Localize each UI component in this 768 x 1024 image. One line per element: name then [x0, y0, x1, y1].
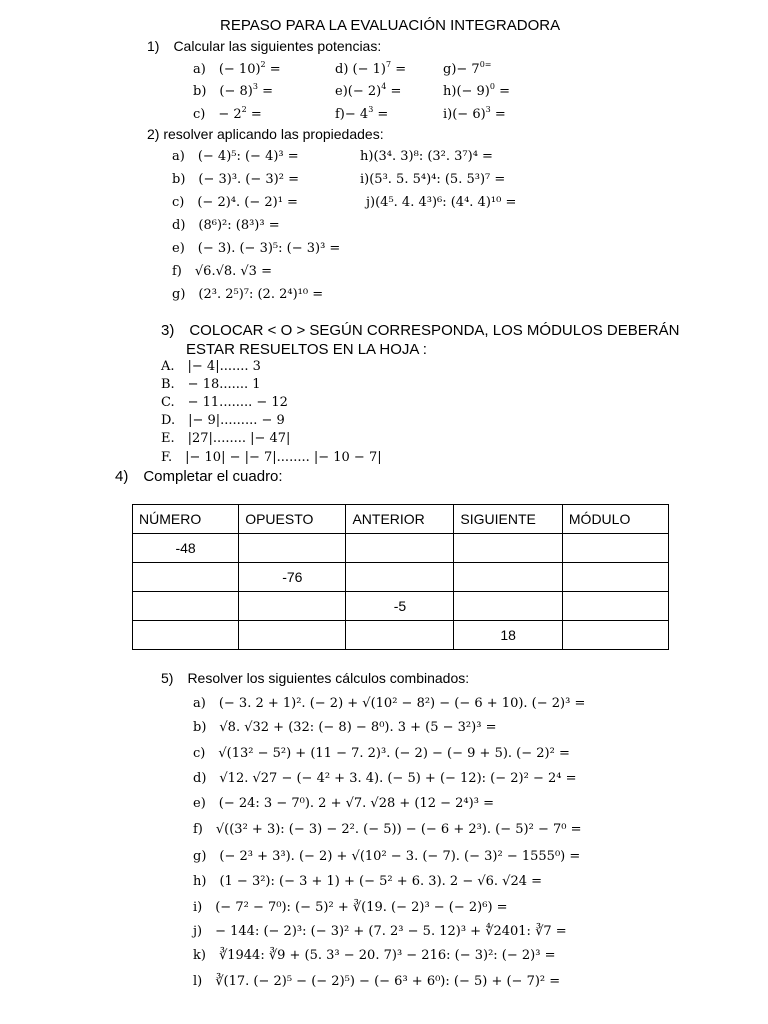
- s5-item-f: f) √((3² + 3): (− 3) − 2². (− 5)) − (− 6 + 2³). (− 5)² − 7⁰ =: [193, 822, 582, 837]
- s1-item-c: c) − $2^2$ =: [193, 105, 262, 122]
- section-3-heading-line2: ESTAR RESUELTOS EN LA HOJA :: [186, 341, 427, 358]
- table-cell: [562, 534, 668, 563]
- table-cell: -76: [239, 563, 346, 592]
- s2-item-e: e) (− 3). (− 3)⁵: (− 3)³ =: [172, 241, 341, 256]
- table-cell: [133, 563, 239, 592]
- s1-item-b: b) (− 8)$^3$ =: [193, 82, 273, 99]
- s2-item-g: g) (2³. 2⁵)⁷: (2. 2⁴)¹⁰ =: [172, 287, 324, 302]
- s5-item-g: g) (− 2³ + 3³). (− 2) + √(10² − 3. (− 7). (− 3)² − 1555⁰) =: [193, 849, 581, 864]
- table-row: [133, 534, 669, 563]
- s5-item-l: l) ∛(17. (− 2)⁵ − (− 2)⁵) − (− 6³ + 6⁰): (− 5) + (− 7)² =: [193, 974, 561, 989]
- table-cell: 18: [454, 621, 563, 650]
- table-cell: -5: [346, 592, 454, 621]
- s2-item-a: a) (− 4)⁵: (− 4)³ =: [172, 149, 299, 164]
- s1-item-e: $e)(- 2)^4$ =: [335, 82, 402, 99]
- s2-item-b: b) (− 3)³. (− 3)² =: [172, 172, 299, 187]
- table-cell: [454, 563, 563, 592]
- s2-item-j: j)(4⁵. 4. 4³)⁶: (4⁴. 4)¹⁰ =: [366, 195, 517, 210]
- s5-item-j: j) − 144: (− 2)³: (− 3)² + (7. 2³ − 5. 12)³ + ∜2401: ∛7 =: [193, 924, 567, 939]
- table-row: [133, 621, 669, 650]
- s5-item-e: e) (− 24: 3 − 7⁰). 2 + √7. √28 + (12 − 2⁴)³ =: [193, 796, 494, 811]
- table-cell: [346, 534, 454, 563]
- s3-item-b: B. − 18....... 1: [161, 377, 261, 392]
- s5-item-c: c) √(13² − 5²) + (11 − 7. 2)³. (− 2) − (− 9 + 5). (− 2)² =: [193, 746, 570, 761]
- s2-item-h: h)(3⁴. 3)⁸: (3². 3⁷)⁴ =: [360, 149, 493, 164]
- s3-item-a: A. |− 4|....... 3: [161, 359, 261, 374]
- header-numero: NÚMERO: [133, 505, 239, 534]
- section-4-heading: 4) Completar el cuadro:: [115, 468, 283, 485]
- completion-table: [132, 504, 669, 650]
- s1-item-f: $f)- 4^3$ =: [335, 105, 389, 122]
- table-cell: -48: [133, 534, 239, 563]
- section-3-heading: 3) COLOCAR < O > SEGÚN CORRESPONDA, LOS MÓDULOS DEBERÁN: [161, 322, 680, 339]
- s1-item-i: $i)(- 6)^3$ =: [443, 105, 506, 122]
- header-anterior: ANTERIOR: [346, 505, 454, 534]
- s2-item-d: d) (8⁶)²: (8³)³ =: [172, 218, 280, 233]
- section-1-heading: 1) Calcular las siguientes potencias:: [147, 38, 382, 54]
- s5-item-i: i) (− 7² − 7⁰): (− 5)² + ∛(19. (− 2)³ − (− 2)⁶) =: [193, 900, 508, 915]
- table-header-row: [133, 505, 669, 534]
- s5-item-k: k) ∛1944: ∛9 + (5. 3³ − 20. 7)³ − 216: (− 3)²: (− 2)³ =: [193, 948, 556, 963]
- table-row: [133, 592, 669, 621]
- table-cell: [562, 592, 668, 621]
- s5-item-b: b) √8. √32 + (32: (− 8) − 8⁰). 3 + (5 − 3²)³ =: [193, 720, 497, 735]
- page-title: REPASO PARA LA EVALUACIÓN INTEGRADORA: [220, 17, 561, 34]
- s1-item-d: d) (− 1)$^7$ =: [335, 60, 407, 77]
- table-cell: [239, 592, 346, 621]
- table-row: [133, 563, 669, 592]
- s3-item-d: D. |− 9|......... − 9: [161, 413, 285, 428]
- s2-item-c: c) (− 2)⁴. (− 2)¹ =: [172, 195, 298, 210]
- s5-item-d: d) √12. √27 − (− 4² + 3. 4). (− 5) + (− 12): (− 2)² − 2⁴ =: [193, 771, 577, 786]
- s1-item-g: $g)- 7^{0=}$: [443, 60, 492, 77]
- s1-item-h: $h)(- 9)^0$ =: [443, 82, 511, 99]
- section-2-heading: 2) resolver aplicando las propiedades:: [147, 126, 384, 142]
- table-cell: [133, 621, 239, 650]
- table-cell: [454, 534, 563, 563]
- table-cell: [239, 621, 346, 650]
- s2-item-f: f) √6.√8. √3 =: [172, 264, 272, 279]
- table-cell: [133, 592, 239, 621]
- s5-item-h: h) (1 − 3²): (− 3 + 1) + (− 5² + 6. 3). 2 − √6. √24 =: [193, 874, 543, 889]
- s2-item-i: i)(5³. 5. 5⁴)⁴: (5. 5³)⁷ =: [360, 172, 506, 187]
- table-cell: [454, 592, 563, 621]
- s3-item-e: E. |27|........ |− 47|: [161, 431, 291, 446]
- s3-item-f: F. |− 10| − |− 7|........ |− 10 − 7|: [161, 450, 382, 465]
- header-siguiente: SIGUIENTE: [454, 505, 563, 534]
- table-cell: [562, 621, 668, 650]
- table-cell: [239, 534, 346, 563]
- table-cell: [346, 563, 454, 592]
- header-modulo: MÓDULO: [562, 505, 668, 534]
- table-cell: [562, 563, 668, 592]
- table-cell: [346, 621, 454, 650]
- s3-item-c: C. − 11........ − 12: [161, 395, 288, 410]
- header-opuesto: OPUESTO: [239, 505, 346, 534]
- s1-item-a: a) (− 10)$^2$ =: [193, 60, 281, 77]
- section-5-heading: 5) Resolver los siguientes cálculos combinados:: [161, 670, 470, 686]
- s5-item-a: a) (− 3. 2 + 1)². (− 2) + √(10² − 8²) − (− 6 + 10). (− 2)³ =: [193, 696, 586, 711]
